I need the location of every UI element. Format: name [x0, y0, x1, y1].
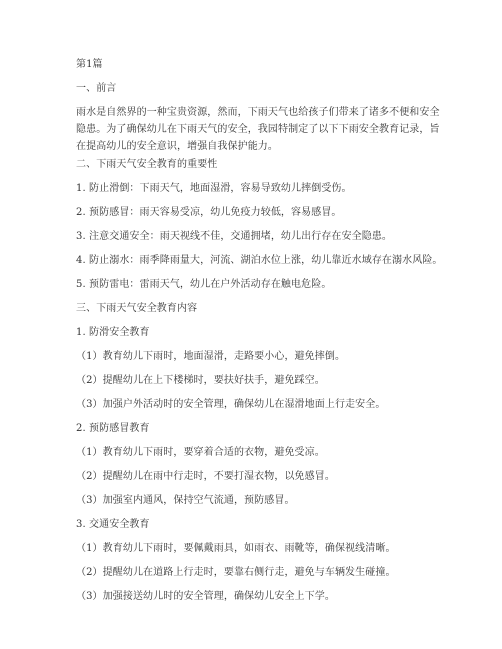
section-heading-intro: 一、前言: [76, 83, 117, 94]
importance-item-5: 5. 预防雷电：雷雨天气，幼儿在户外活动存在触电危险。: [76, 279, 332, 290]
content-item-1-a: （1）教育幼儿下雨时，地面湿滑，走路要小心，避免摔倒。: [76, 351, 346, 362]
importance-item-4: 4. 防止溺水：雨季降雨量大，河流、湖泊水位上涨，幼儿靠近水域存在溺水风险。: [76, 255, 443, 266]
page-label: 第1篇: [76, 59, 103, 70]
content-item-2-a: （1）教育幼儿下雨时，要穿着合适的衣物，避免受凉。: [76, 447, 325, 458]
intro-paragraph-line-3: 在提高幼儿的安全意识，增强自我保护能力。: [76, 141, 278, 152]
content-item-3-b: （2）提醒幼儿在道路上行走时，要靠右侧行走，避免与车辆发生碰撞。: [76, 567, 396, 578]
importance-item-2: 2. 预防感冒：雨天容易受凉，幼儿免疫力较低，容易感冒。: [76, 207, 342, 218]
intro-paragraph-line-1: 雨水是自然界的一种宝贵资源，然而，下雨天气也给孩子们带来了诸多不便和安全: [76, 107, 440, 118]
section-heading-importance: 二、下雨天气安全教育的重要性: [76, 159, 218, 170]
importance-item-3: 3. 注意交通安全：雨天视线不佳，交通拥堵，幼儿出行存在安全隐患。: [76, 231, 393, 242]
content-title-2: 2. 预防感冒教育: [76, 423, 150, 434]
importance-item-1: 1. 防止滑倒：下雨天气，地面湿滑，容易导致幼儿摔倒受伤。: [76, 183, 352, 194]
content-item-1-b: （2）提醒幼儿在上下楼梯时，要扶好扶手，避免踩空。: [76, 375, 325, 386]
content-item-2-b: （2）提醒幼儿在雨中行走时，不要打湿衣物，以免感冒。: [76, 471, 335, 482]
section-heading-content: 三、下雨天气安全教育内容: [76, 303, 198, 314]
intro-paragraph-line-2: 隐患。为了确保幼儿在下雨天气的安全，我园特制定了以下下雨安全教育记录，旨: [76, 124, 440, 135]
content-item-3-c: （3）加强接送幼儿时的安全管理，确保幼儿安全上下学。: [76, 591, 335, 602]
content-item-1-c: （3）加强户外活动时的安全管理，确保幼儿在湿滑地面上行走安全。: [76, 399, 386, 410]
content-title-1: 1. 防滑安全教育: [76, 327, 150, 338]
content-title-3: 3. 交通安全教育: [76, 519, 150, 530]
content-item-2-c: （3）加强室内通风，保持空气流通，预防感冒。: [76, 495, 295, 506]
content-item-3-a: （1）教育幼儿下雨时，要佩戴雨具，如雨衣、雨靴等，确保视线清晰。: [76, 543, 396, 554]
